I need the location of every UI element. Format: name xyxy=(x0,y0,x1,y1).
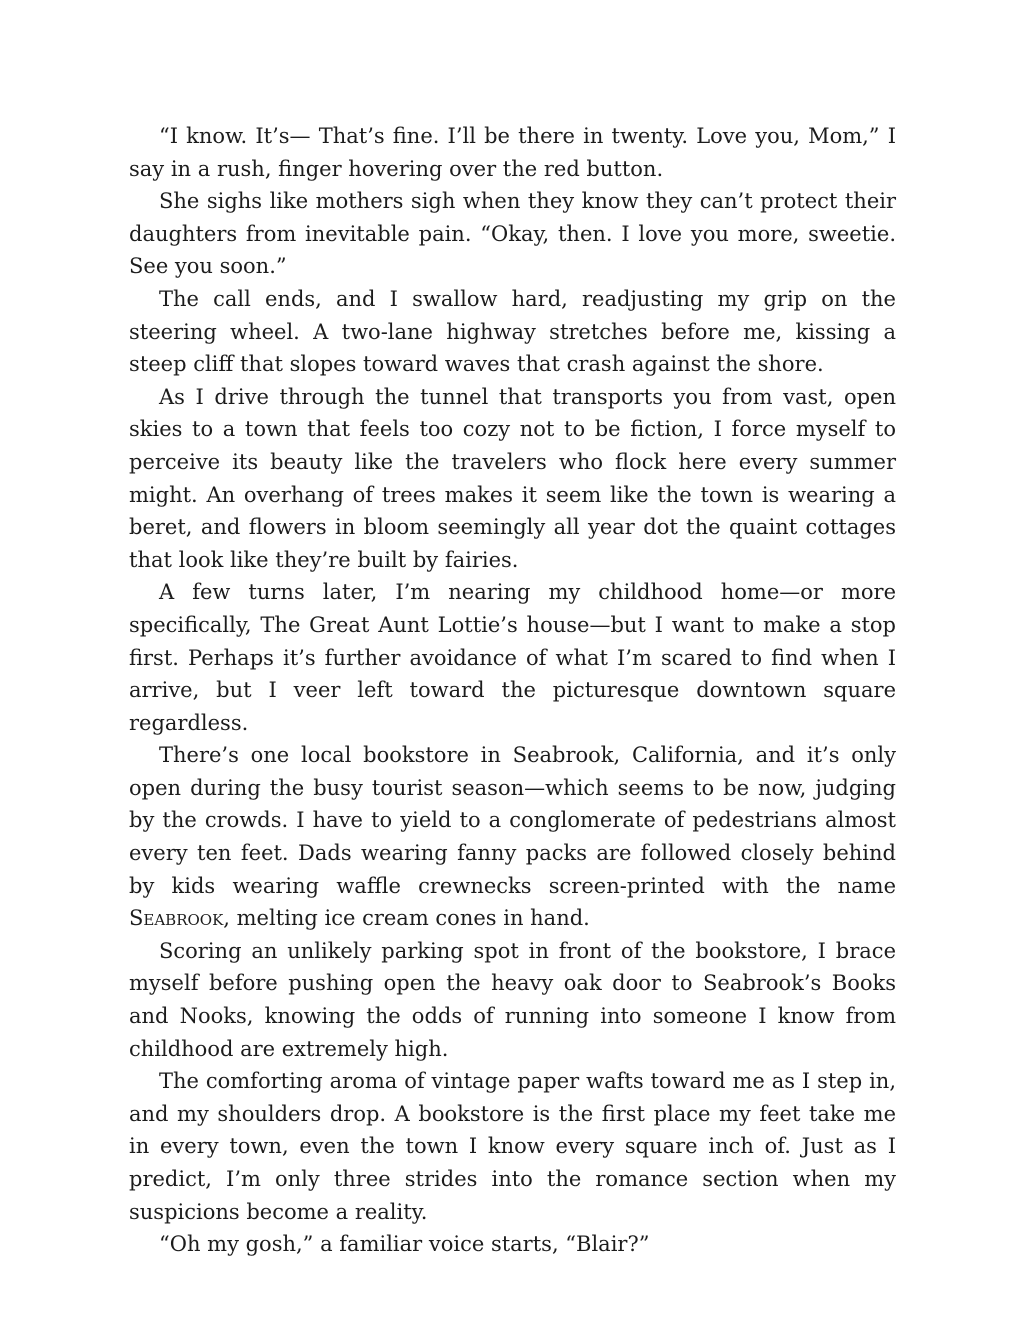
book-page xyxy=(129,120,896,1261)
small-caps-word: Seabrook xyxy=(129,906,224,931)
paragraph: She sighs like mothers sigh when they know they can’t protect their daughters from inevitable pain. “Okay, then. I love you more, sweetie. See you soon.” xyxy=(129,189,896,279)
paragraph xyxy=(129,739,896,935)
paragraph: The call ends, and I swallow hard, readjusting my grip on the steering wheel. A two-lane highway stretches before me, kissing a steep cliff that slopes toward waves that crash against the shore. xyxy=(129,286,896,377)
paragraph: As I drive through the tunnel that transports you from vast, open skies to a town that feels too cozy not to be fiction, I force myself to perceive its beauty like the travelers who flock here every summer might. An overhang of trees makes it seem like the town is wearing a beret, and flowers in bloom seemingly all year dot the quaint cottages that look like they’re built by fairies. xyxy=(129,384,896,572)
paragraph: “I know. It’s— That’s fine. I’ll be there in twenty. Love you, Mom,” I say in a rush, finger hovering over the red button. xyxy=(129,124,896,181)
paragraph-text: There’s one local bookstore in Seabrook, California, and it’s only open during the busy tourist season—which seems to be now, judging by the crowds. I have to yield to a conglomerate of pedestrians almost every ten feet. Dads wearing fanny packs are followed closely behind by kids wearing waffle crewnecks screen-printed with the name xyxy=(129,743,896,898)
paragraph: Scoring an unlikely parking spot in front of the bookstore, I brace myself before pushing open the heavy oak door to Seabrook’s Books and Nooks, knowing the odds of running into someone I know from childhood are extremely high. xyxy=(129,938,896,1061)
paragraph: “Oh my gosh,” a familiar voice starts, “Blair?” xyxy=(159,1232,650,1257)
paragraph: The comforting aroma of vintage paper wafts toward me as I step in, and my shoulders drop. A bookstore is the first place my feet take me in every town, even the town I know every square inch of. Just as I predict, I’m only three strides into the romance section when my suspicions become a reality. xyxy=(129,1069,896,1224)
paragraph-text: , melting ice cream cones in hand. xyxy=(223,906,590,931)
paragraph: A few turns later, I’m nearing my childhood home—or more specifically, The Great Aunt Lottie’s house—but I want to make a stop first. Perhaps it’s further avoidance of what I’m scared to find when I arrive, but I veer left toward the picturesque downtown square regardless. xyxy=(129,580,896,735)
